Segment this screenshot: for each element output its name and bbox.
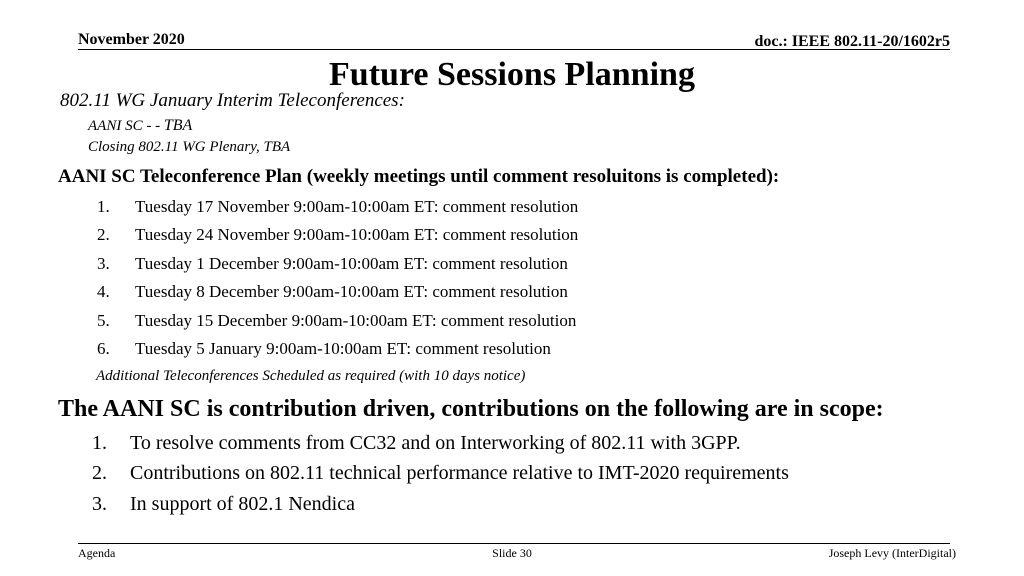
scope-list-item-text: In support of 802.1 Nendica <box>130 493 355 515</box>
plan-list-item-number: 4. <box>97 282 110 301</box>
interim-heading: 802.11 WG January Interim Teleconferences: <box>60 90 405 111</box>
plan-list-item <box>97 339 551 359</box>
scope-list-item <box>92 462 789 485</box>
scope-list-item <box>92 432 741 455</box>
plan-list-item <box>97 282 568 302</box>
slide-title: Future Sessions Planning <box>329 56 695 93</box>
interim-sub-item-aani <box>88 117 192 135</box>
footer-agenda: Agenda <box>78 546 116 560</box>
plan-list-item-number: 2. <box>97 225 110 244</box>
scope-list-item-number: 1. <box>92 432 107 454</box>
scope-heading: The AANI SC is contribution driven, contributions on the following are in scope: <box>58 396 884 422</box>
header-doc-id: doc.: IEEE 802.11-20/1602r5 <box>754 33 950 50</box>
plan-list-item-text: Tuesday 17 November 9:00am-10:00am ET: comment resolution <box>135 197 579 216</box>
plan-list-item-number: 3. <box>97 254 110 273</box>
interim-sub-item-aani-prefix: AANI SC - - <box>88 118 164 134</box>
additional-note: Additional Teleconferences Scheduled as required (with 10 days notice) <box>96 368 526 384</box>
scope-list-item-text: Contributions on 802.11 technical performance relative to IMT-2020 requirements <box>130 462 789 484</box>
plan-list-item-text: Tuesday 24 November 9:00am-10:00am ET: comment resolution <box>135 225 579 244</box>
plan-list-item <box>97 311 576 331</box>
plan-list-item <box>97 197 578 217</box>
interim-sub-item-plenary: Closing 802.11 WG Plenary, TBA <box>88 139 291 155</box>
plan-list-item-text: Tuesday 1 December 9:00am-10:00am ET: comment resolution <box>135 254 568 273</box>
plan-list-item <box>97 225 578 245</box>
footer-divider <box>78 543 950 544</box>
plan-list-item-text: Tuesday 5 January 9:00am-10:00am ET: comment resolution <box>135 339 551 358</box>
plan-list-item-number: 6. <box>97 339 110 358</box>
scope-list-item-text: To resolve comments from CC32 and on Interworking of 802.11 with 3GPP. <box>130 432 741 454</box>
footer-slide-number: Slide 30 <box>492 546 532 560</box>
interim-sub-item-aani-tba: TBA <box>163 117 193 134</box>
scope-list-item-number: 2. <box>92 462 107 484</box>
plan-list-item-number: 1. <box>97 197 110 216</box>
scope-list-item <box>92 493 355 516</box>
header-divider <box>78 49 950 50</box>
plan-heading: AANI SC Teleconference Plan (weekly meetings until comment resoluitons is completed): <box>58 166 780 187</box>
scope-list-item-number: 3. <box>92 493 107 515</box>
plan-list-item <box>97 254 568 274</box>
plan-list-item-text: Tuesday 15 December 9:00am-10:00am ET: comment resolution <box>135 311 577 330</box>
footer-author: Joseph Levy (InterDigital) <box>828 546 956 560</box>
plan-list-item-text: Tuesday 8 December 9:00am-10:00am ET: comment resolution <box>135 282 568 301</box>
header-date: November 2020 <box>78 31 185 48</box>
plan-list-item-number: 5. <box>97 311 110 330</box>
